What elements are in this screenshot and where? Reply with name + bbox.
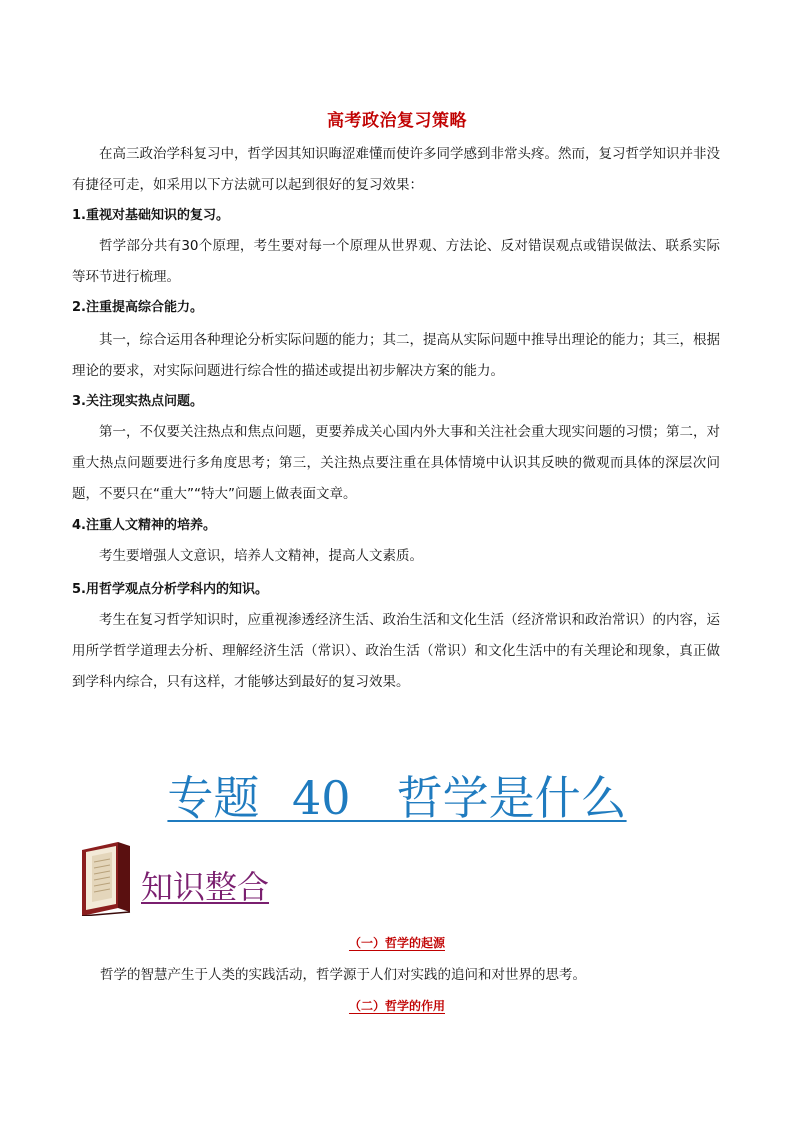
- point-3-heading: 3.关注现实热点问题。: [72, 394, 203, 409]
- point-2-body: 其一，综合运用各种理论分析实际问题的能力；其二，提高从实际问题中推导出理论的能力；其三，根据理论的要求，对实际问题进行综合性的描述或提出初步解决方案的能力。: [72, 332, 720, 379]
- point-2-heading: 2.注重提高综合能力。: [72, 300, 203, 315]
- point-5-heading: 5.用哲学观点分析学科内的知识。: [72, 582, 268, 597]
- sub-heading-function: （二）哲学的作用: [348, 999, 445, 1013]
- section-label-knowledge: 知识整合: [141, 868, 270, 906]
- strategy-title: 高考政治复习策略: [327, 111, 467, 131]
- point-1-heading: 1.重视对基础知识的复习。: [72, 208, 229, 223]
- intro-paragraph: 在高三政治学科复习中，哲学因其知识晦涩难懂而使许多同学感到非常头疼。然而，复习哲学知识并非没有捷径可走，如采用以下方法就可以起到很好的复习效果：: [72, 146, 720, 193]
- point-3-body: 第一，不仅要关注热点和焦点问题，更要养成关心国内外大事和关注社会重大现实问题的习惯；第二，对重大热点问题要进行多角度思考；第三，关注热点要注重在具体情境中认识其反映的微观而具体的深层次问题，不要只在“重大”“特大”问题上做表面文章。: [72, 424, 720, 502]
- origin-text: 哲学的智慧产生于人类的实践活动，哲学源于人们对实践的追问和对世界的思考。: [100, 967, 586, 983]
- topic-title: 专题 40 哲学是什么: [167, 771, 627, 825]
- book-icon: [78, 840, 134, 916]
- sub-heading-origin: （一）哲学的起源: [348, 936, 445, 950]
- point-4-heading: 4.注重人文精神的培养。: [72, 518, 216, 533]
- point-5-body: 考生在复习哲学知识时，应重视渗透经济生活、政治生活和文化生活（经济常识和政治常识）的内容，运用所学哲学道理去分析、理解经济生活（常识）、政治生活（常识）和文化生活中的有关理论和现象，真正做到学科内综合，只有这样，才能够达到最好的复习效果。: [72, 612, 720, 690]
- point-1-body: 哲学部分共有30个原理，考生要对每一个原理从世界观、方法论、反对错误观点或错误做法、联系实际等环节进行梳理。: [72, 238, 720, 285]
- point-4-body: 考生要增强人文意识，培养人文精神，提高人文素质。: [99, 548, 423, 564]
